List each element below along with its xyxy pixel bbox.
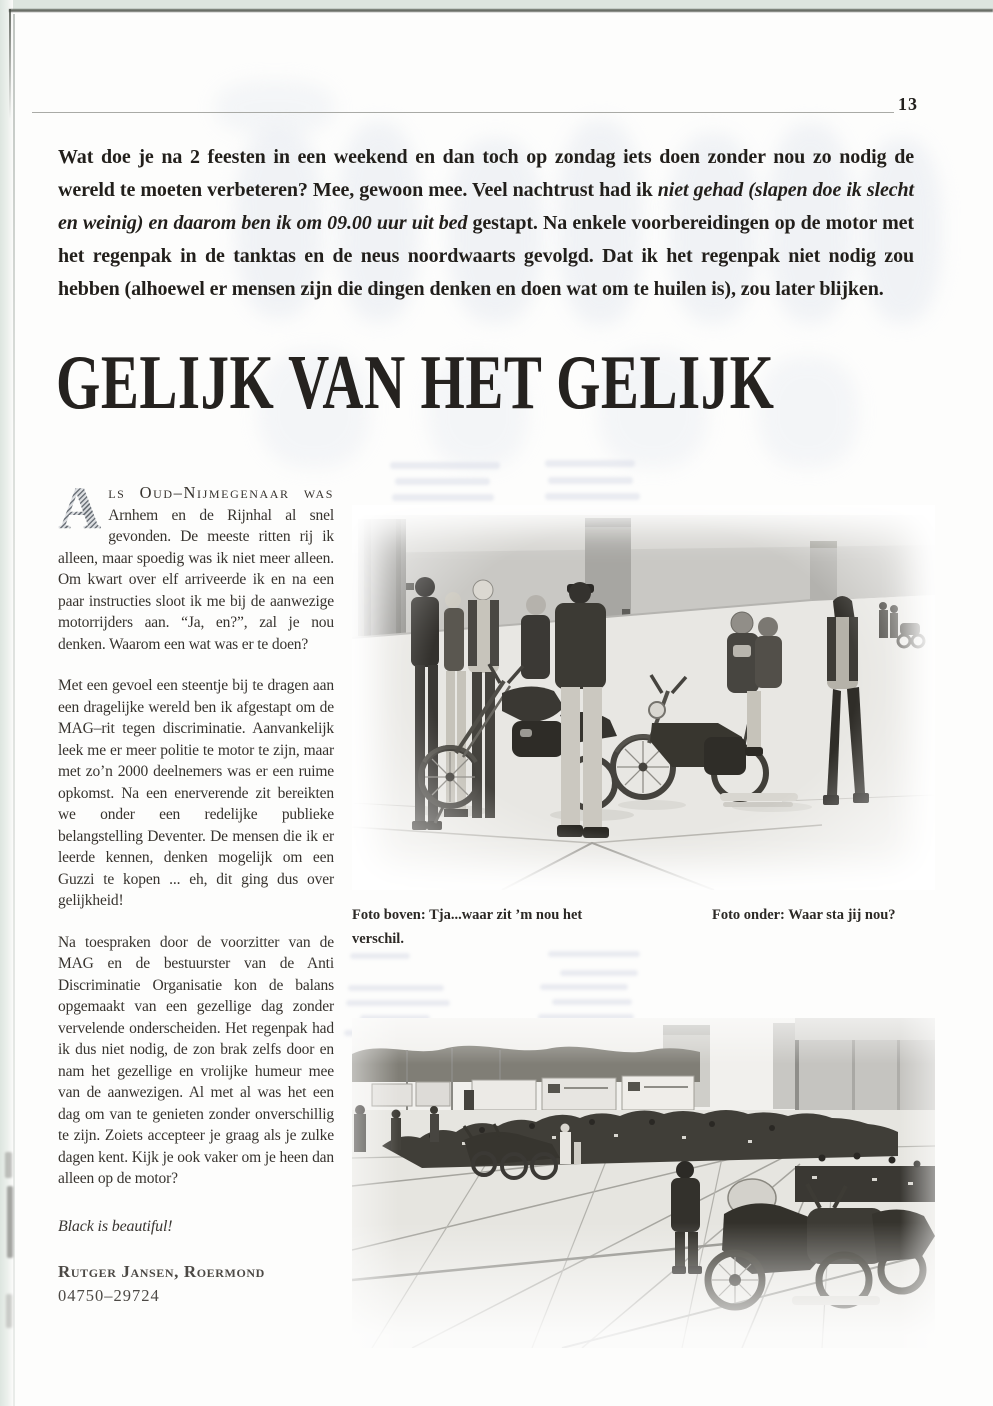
caption-bottom-photo: Foto onder: Waar sta jij nou?: [712, 907, 896, 923]
ghost-text-line: [548, 951, 640, 957]
paragraph-1: [58, 475, 334, 655]
ghost-text-line: [350, 953, 410, 959]
intro-text-italic: niet gehad (slapen doe ik slecht en weinig) en daarom ben ik om 09.00 uur uit bed: [58, 179, 914, 234]
photo-parking-crowd: [352, 1018, 935, 1348]
photo-bottom-illustration: [352, 1018, 935, 1348]
page-frame-line-top: [9, 9, 993, 12]
lead-smallcaps: ls Oud–Nijmegenaar was: [108, 483, 334, 502]
phone-number: 04750–29724: [58, 1285, 160, 1305]
ghost-text-line: [545, 460, 635, 467]
ghost-text-line: [552, 999, 632, 1005]
intro-text: gestapt. Na enkele voorbereidingen op de motor met het regenpak in de tanktas en de neus noordwaarts gevolgd. Dat ik het regenpak niet nodig zou hebben (alhoewel er mensen zijn die dingen denken en doen wat om te huilen is), zou later blijken.: [58, 212, 914, 300]
ghost-text-line: [395, 478, 490, 485]
ghost-text-line: [540, 984, 628, 990]
caption-top-photo: Foto boven: Tja...waar zit ’m nou het verschil.: [352, 907, 583, 947]
ghost-text-line: [348, 985, 444, 991]
paragraph-3: Na toespraken door de voorzitter van de MAG en de bestuurster van de Anti Discriminatie Organisatie kon de balans opgemaakt van een gezellige dag zonder vervelende onderscheiden. Het regenpak had ik dus niet nodig, de zon brak zelfs door en nam het gezellige en vrolijke humeur mee van de aanwezigen. Al met al was het een dag om van te genieten zonder onverschillig te zijn. Zoiets accepteer je graag als je zulke dagen kent. Kijk je ook vaker om je heen dan alleen op de motor?: [58, 933, 334, 1187]
ghost-text-line: [390, 462, 500, 469]
intro-paragraph: [58, 141, 914, 306]
ghost-text-line: [545, 493, 640, 500]
ghost-text-line: [548, 477, 633, 484]
page-frame-line-left: [9, 9, 11, 119]
ghost-text-line: [560, 970, 638, 976]
ghost-text-line: [346, 1000, 450, 1006]
intro-text: Wat doe je na 2 feesten in een weekend en dan toch op zondag iets doen zonder nou zo nodig de wereld te moeten verbeteren? Mee, gewoon mee. Veel nachtrust had ik: [58, 146, 914, 201]
ghost-showthrough: [215, 80, 335, 135]
header-rule: [32, 112, 894, 113]
ghost-text-line: [392, 494, 494, 501]
paragraph-2: Met een gevoel een steentje bij te dragen aan een dragelijke wereld ben ik afgestapt om de MAG–rit tegen discriminatie. Aanvankelijk leek me er meer politie te motor te zijn, maar met zo’n 2000 deelnemers was er een ruime opkomst. Na een enerverende zit bereikten we onder een redelijke publieke belangstelling Deventer. De mensen die ik er leerde kennen, denken mogelijk om een Guzzi te kopen ... eh, dit ging dus over gelijkheid!: [58, 677, 334, 909]
article-column: [58, 475, 334, 1326]
headline: GELIJK VAN HET GELIJK: [56, 340, 775, 426]
page-number: 13: [898, 94, 918, 114]
dropcap: A: [58, 475, 102, 541]
photo-motorcyclists-group: [352, 505, 935, 890]
paragraph-text: Arnhem en de Rijnhal al snel gevonden. De meeste ritten rij ik alleen, maar spoedig was ik niet meer alleen. Om kwart over elf arriveerde ik en na een paar instructies sloot ik me bij de aanwezige motorrijders aan. “Ja, en?”, zal je nou denken. Waarom een wat was er te doen?: [58, 506, 334, 653]
page-edge-shadow: [13, 14, 15, 1406]
author: Rutger Jansen, Roermond: [58, 1262, 265, 1281]
margin-smudge: [7, 1186, 13, 1258]
margin-smudge: [5, 1152, 12, 1178]
photo-top-illustration: [352, 505, 935, 890]
tagline: Black is beautiful!: [58, 1217, 173, 1235]
margin-smudge: [6, 1294, 12, 1328]
